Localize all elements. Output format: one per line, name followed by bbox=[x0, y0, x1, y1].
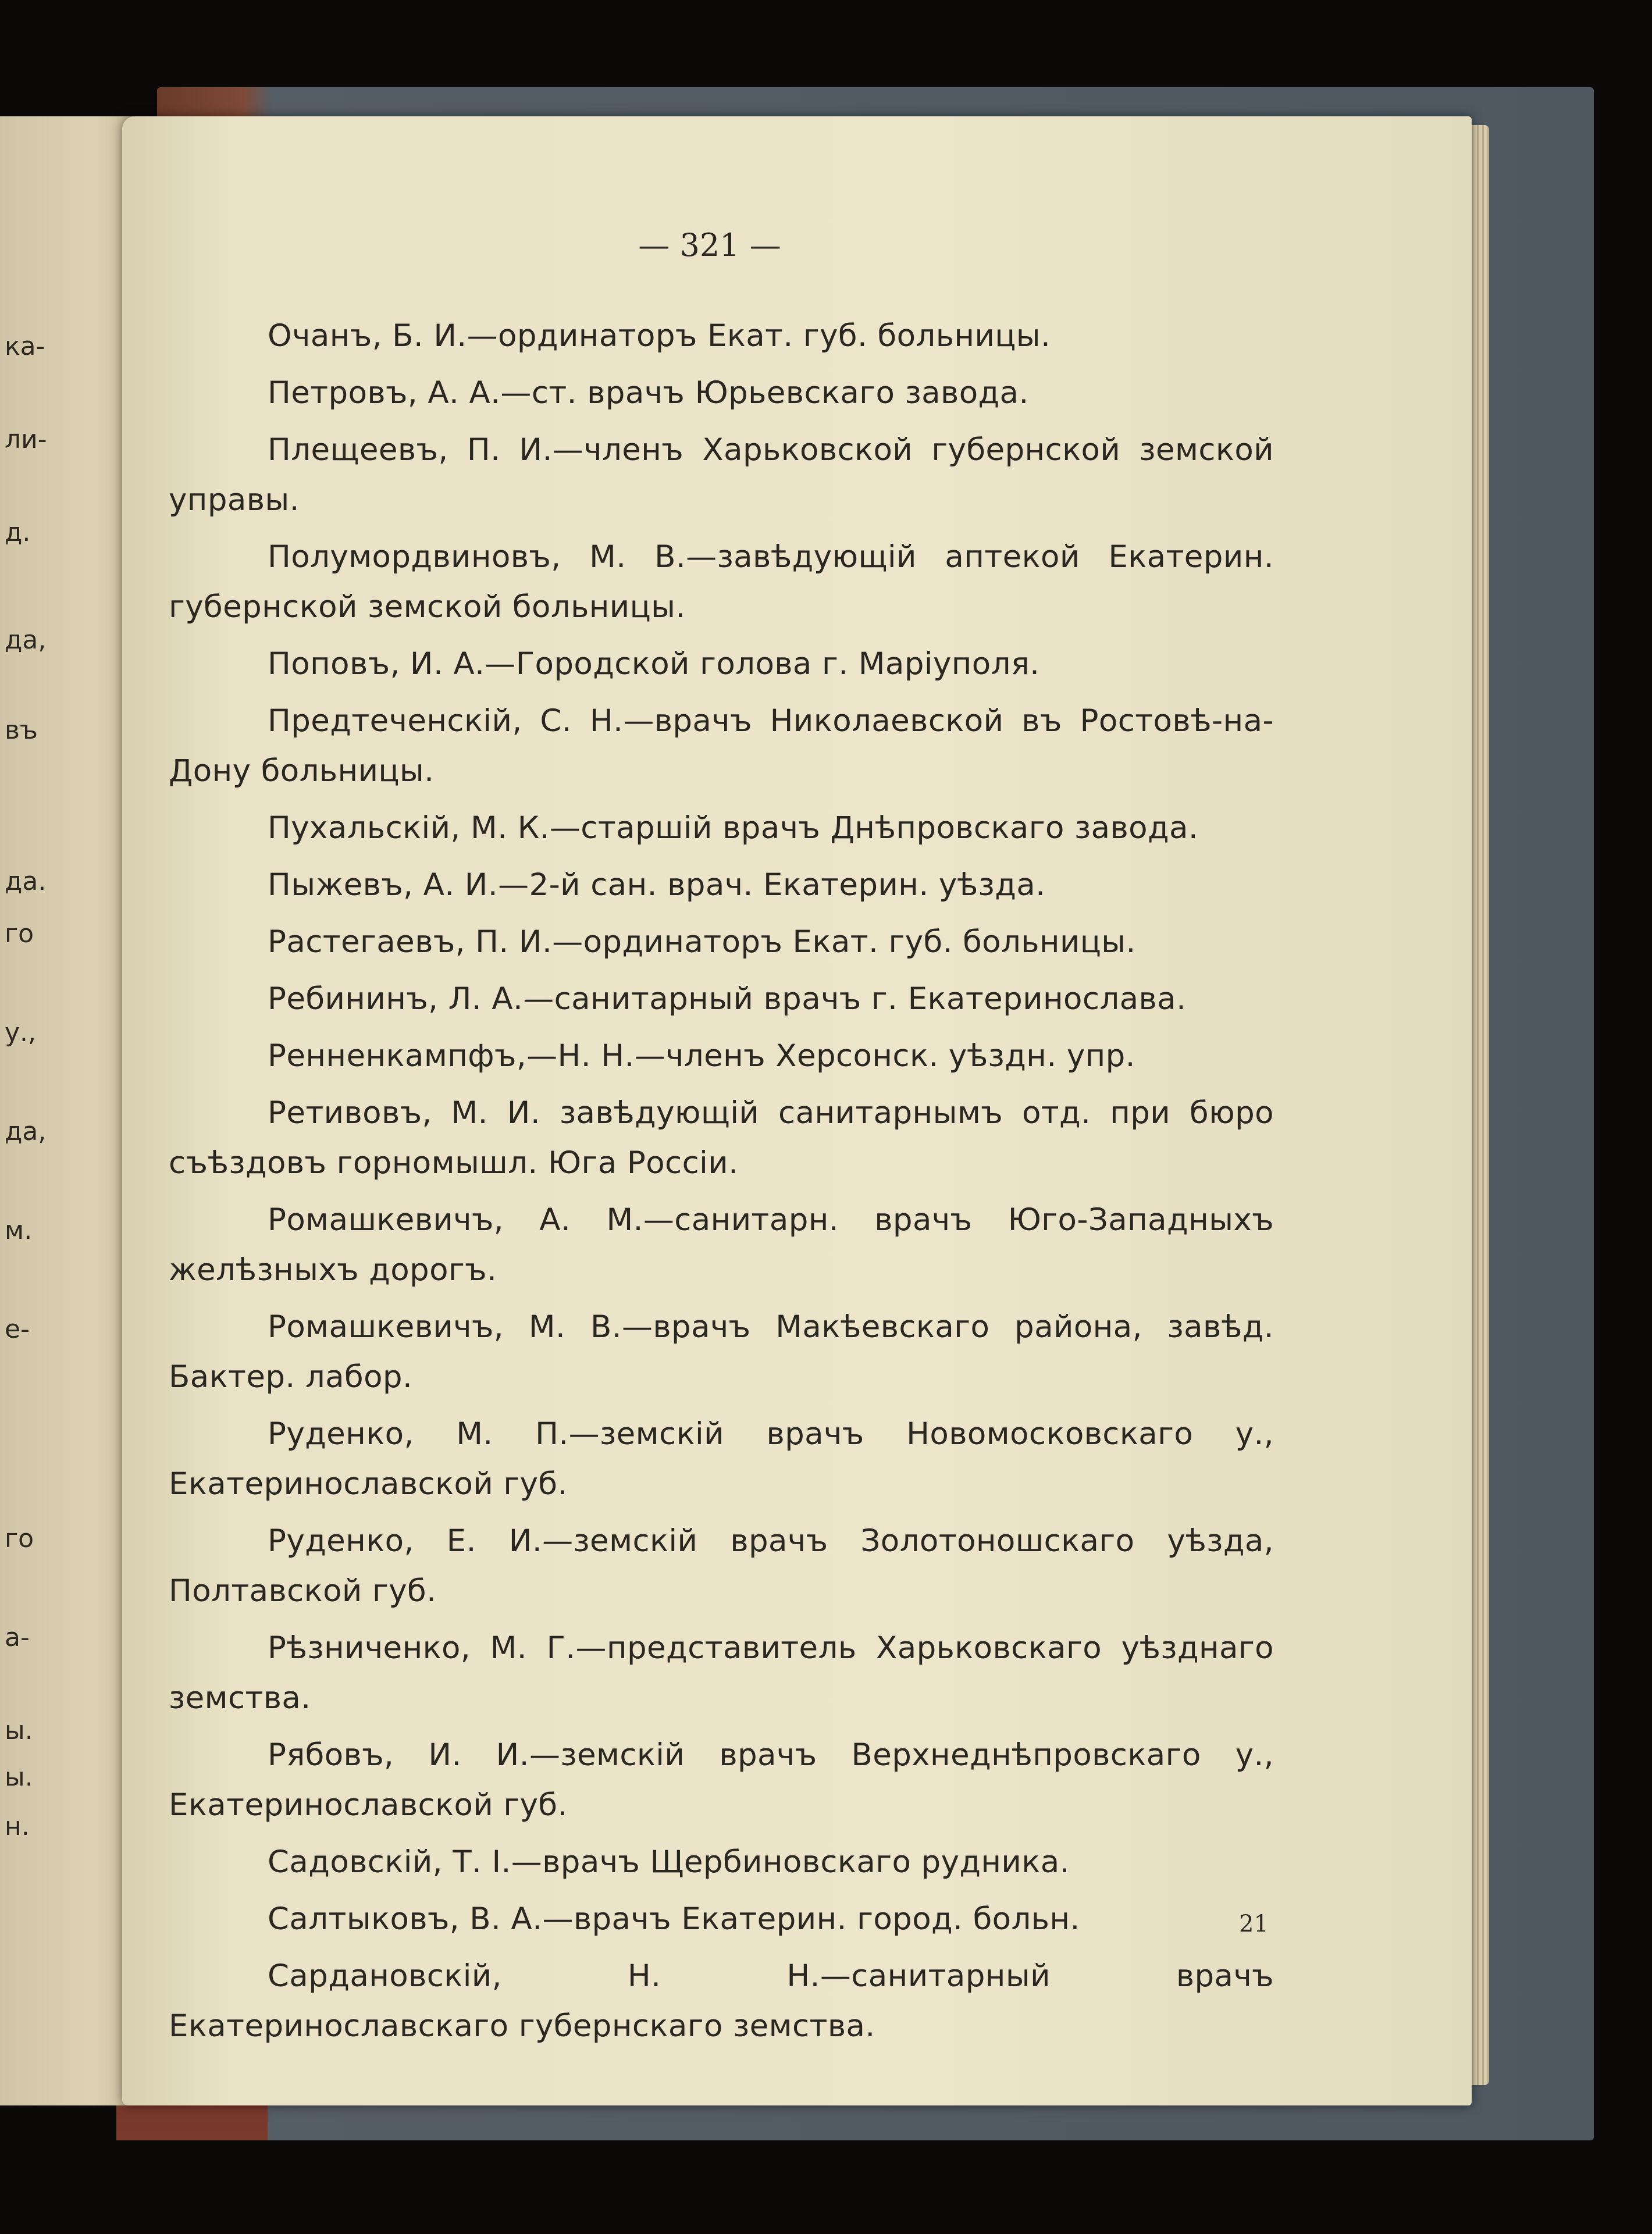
list-item: Рѣзниченко, М. Г.—представитель Харьковскаго уѣзднаго земства. bbox=[169, 1630, 1274, 1716]
list-item: Ребининъ, Л. А.—санитарный врачъ г. Екатеринослава. bbox=[268, 981, 1187, 1017]
list-item: Сардановскій, Н. Н.—санитарный врачъ Екатеринославскаго губернскаго земства. bbox=[169, 1958, 1274, 2044]
list-item: Руденко, М. П.—земскій врачъ Новомосковскаго у., Екатеринославской губ. bbox=[169, 1416, 1274, 1502]
left-page-text-fragment: е- bbox=[5, 1314, 30, 1344]
list-item: Петровъ, А. А.—ст. врачъ Юрьевскаго завода. bbox=[268, 375, 1029, 411]
left-page-text-fragment: да. bbox=[5, 867, 47, 896]
left-page-text-fragment: го bbox=[5, 1524, 34, 1554]
left-page-text-fragment: у., bbox=[5, 1018, 37, 1047]
left-page-text-fragment: ы. bbox=[5, 1762, 33, 1792]
list-item: Очанъ, Б. И.—ординаторъ Екат. губ. больницы. bbox=[268, 318, 1051, 354]
list-item: Руденко, Е. И.—земскій врачъ Золотоношскаго уѣзда, Полтавской губ. bbox=[169, 1523, 1274, 1609]
left-page-text-fragment: въ bbox=[5, 715, 38, 745]
list-item: Полумордвиновъ, М. В.—завѣдующій аптекой Екатерин. губернской земской больницы. bbox=[169, 539, 1274, 625]
page-number: — 321 — bbox=[638, 227, 781, 263]
left-page-text-fragment: ы. bbox=[5, 1716, 33, 1745]
left-page-text-fragment: м. bbox=[5, 1216, 33, 1245]
left-page-text-fragment: ли- bbox=[5, 425, 47, 454]
list-item: Ромашкевичъ, М. В.—врачъ Макѣевскаго района, завѣд. Бактер. лабор. bbox=[169, 1309, 1274, 1395]
entry-list bbox=[169, 311, 1274, 2058]
list-item: Салтыковъ, В. А.—врачъ Екатерин. город. больн. bbox=[268, 1901, 1080, 1937]
list-item: Поповъ, И. А.—Городской голова г. Маріуполя. bbox=[268, 646, 1040, 682]
left-page-text-fragment: а- bbox=[5, 1623, 30, 1652]
list-item: Пыжевъ, А. И.—2-й сан. врач. Екатерин. уѣзда. bbox=[268, 867, 1046, 903]
list-item: Предтеченскій, С. Н.—врачъ Николаевской въ Ростовѣ-на-Дону больницы. bbox=[169, 703, 1274, 789]
list-item: Ренненкампфъ,—Н. Н.—членъ Херсонск. уѣздн. упр. bbox=[268, 1038, 1135, 1074]
left-page bbox=[0, 116, 134, 2105]
left-page-text-fragment: д. bbox=[5, 518, 31, 547]
list-item: Пухальскій, М. К.—старшій врачъ Днѣпровскаго завода. bbox=[268, 810, 1199, 846]
left-page-text-fragment: н. bbox=[5, 1812, 30, 1841]
list-item: Растегаевъ, П. И.—ординаторъ Екат. губ. больницы. bbox=[268, 924, 1136, 960]
left-page-text-fragment: да, bbox=[5, 625, 47, 655]
printer-signature-mark: 21 bbox=[1239, 1911, 1269, 1937]
list-item: Рябовъ, И. И.—земскій врачъ Верхнеднѣпровскаго у., Екатеринославской губ. bbox=[169, 1737, 1274, 1823]
left-page-text-fragment: го bbox=[5, 919, 34, 949]
left-page-text-fragment: да, bbox=[5, 1117, 47, 1146]
list-item: Ромашкевичъ, А. М.—санитарн. врачъ Юго-Западныхъ желѣзныхъ дорогъ. bbox=[169, 1202, 1274, 1288]
left-page-text-fragment: ка- bbox=[5, 332, 45, 361]
list-item: Плещеевъ, П. И.—членъ Харьковской губернской земской управы. bbox=[169, 432, 1274, 518]
list-item: Садовскій, Т. І.—врачъ Щербиновскаго рудника. bbox=[268, 1844, 1070, 1880]
list-item: Ретивовъ, М. И. завѣдующій санитарнымъ отд. при бюро съѣздовъ горномышл. Юга Россіи. bbox=[169, 1095, 1274, 1181]
